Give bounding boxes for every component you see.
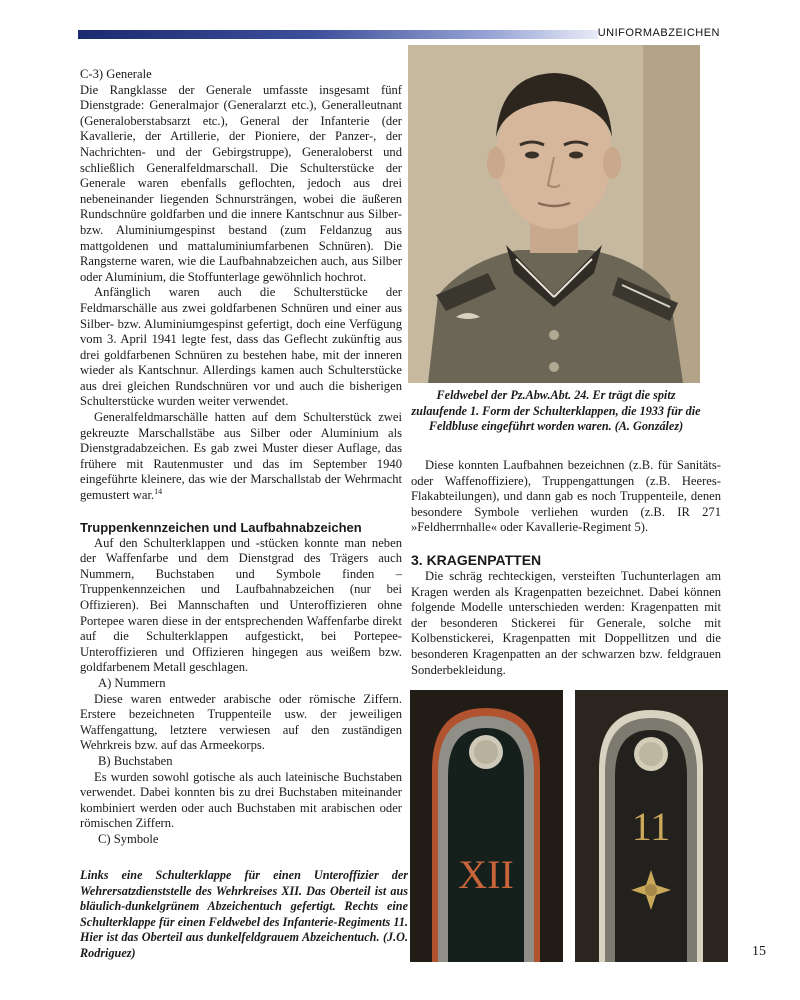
- portrait-illustration: [408, 45, 700, 383]
- subsection-c3: C-3) Generale: [80, 67, 152, 81]
- paragraph-nummern: Diese waren entweder arabische oder römische Ziffern. Erstere bezeichneten Truppenteile usw. der jeweiligen Waffengattung, letztere verwiesen auf den zuständigen Wehrkreis bzw. auf das Armeekorps.: [80, 691, 402, 753]
- shoulder-strap-photo-right: [575, 690, 728, 962]
- portrait-photo: [408, 45, 700, 383]
- header-bar: [78, 30, 598, 39]
- shoulder-strap-right-illustration: [575, 690, 728, 962]
- heading-kragenpatten: 3. KRAGENPATTEN: [411, 551, 542, 568]
- paragraph-generale: Die Rangklasse der Generale umfasste insgesamt fünf Dienstgrade: Generalmajor (Generalarzt etc.), Generalleutnant (Generaloberstabsarzt etc.), General der Infanterie (der Kavallerie, der Artillerie, der Pioniere, der Panzer-, der Nachrichten- und der Gebirgstruppe), Generaloberst und schließlich Generalfeldmarschall. Die Schulterstücke der Generale waren ebenfalls geflochten, jedoch aus drei nebeneinander liegenden Schnursträngen, wobei die äußeren Rundschnüre goldfarben und die innere Kantschnur aus Silber- bzw. Aluminiumgespinst bestand (zum Feldanzug aus mattgoldenen und mattaluminiumfarbenen Schnüren). Die Rangsterne waren, wie die Laufbahnabzeichen auch, aus Silber oder Aluminium, die Stoffunterlage gewöhnlich hochrot.: [80, 82, 402, 284]
- paragraph-marschallstaebe: [80, 410, 402, 504]
- strap-numeral-xii: XII: [458, 852, 514, 897]
- running-header: UNIFORMABZEICHEN: [597, 27, 720, 39]
- subheading-nummern: A) Nummern: [98, 675, 166, 690]
- subheading-buchstaben: B) Buchstaben: [98, 753, 173, 768]
- paragraph-symbole: Diese konnten Laufbahnen bezeichnen (z.B. für Sanitäts- oder Waffenoffiziere), Truppengattungen (z.B. Heeres-Flakabteilungen), und dann gab es noch Truppenteile, denen besondere Symbole verliehen wurden (z.B. IR 271 »Feldherrnhalle« oder Kavallerie-Regiment 5).: [411, 458, 721, 535]
- paragraph-truppenkennzeichen: Auf den Schulterklappen und -stücken konnte man neben der Waffenfarbe und dem Dienstgrad des Trägers auch Nummern, Buchstaben und Symbole finden – Truppenkennzeichen und Laufbahnabzeichen (nur bei Offizieren). Bei Mannschaften und Unteroffizieren ohne Portepee waren diese in der entsprechenden Waffenfarbe direkt auf die Schulterklappen aufgestickt, bei Portepee-Unteroffizieren und Offizieren hingegen aus weißem bzw. goldfarbenem Metall geschlagen.: [80, 535, 402, 675]
- shoulder-strap-left-illustration: [410, 690, 563, 962]
- page-number: 15: [752, 944, 766, 959]
- subheading-symbole: C) Symbole: [98, 831, 159, 846]
- portrait-caption: Feldwebel der Pz.Abw.Abt. 24. Er trägt die spitz zulaufende 1. Form der Schulterklappen, die 1933 für die Feldbluse eingeführt worden waren. (A. González): [411, 388, 701, 433]
- straps-caption: Links eine Schulterklappe für einen Unteroffizier der Wehrersatzdienststelle des Wehrkreises XII. Das Oberteil ist aus bläulich-dunkelgrünem Abzeichentuch gefertigt. Rechts eine Schulterklappe für einen Feldwebel des Infanterie-Regiments 11. Hier ist das Oberteil aus dunkelfeldgrauem Abzeichentuch. (J.O. Rodriguez): [80, 868, 408, 960]
- paragraph-kragenpatten: Die schräg rechteckigen, versteiften Tuchunterlagen am Kragen werden als Kragenpatten bezeichnet. Dabei können folgende Modelle unterschieden werden: Kragenpatten mit der besonderen Stickerei für Generale, solche mit Kolbenstickerei, Kragenpatten mit Doppellitzen und die besonderen Kragenpatten an der schwarzen bzw. feldgrauen Sonderbekleidung.: [411, 568, 721, 677]
- strap-numeral-11: 11: [631, 804, 671, 849]
- paragraph-marschallstaebe-text: Generalfeldmarschälle hatten auf dem Schulterstück zwei gekreuzte Marschallstäbe aus Silber oder Aluminium als Dienstgradabzeichen. Es gab zwei Muster dieser Auflage, das frühere mit Rautenmuster und das im September 1940 eingeführte kleinere, das wie der Marschallstab der Wehrmacht gemustert war.: [80, 410, 402, 503]
- left-column: [80, 67, 402, 848]
- paragraph-feldmarschaelle: Anfänglich waren auch die Schulterstücke der Feldmarschälle aus zwei goldfarbenen Schnüren und einer aus Silber- bzw. Aluminiumgespinst gefertigt, doch eine Verfügung vom 3. April 1941 legte fest, dass das Geflecht zukünftig aus drei goldfarbenen Schnüren zu bestehen habe, mit der inneren wieder als Kantschnur. Allerdings kamen auch Schulterstücke aus drei gleichen Rundschnüren vor und auch die bisherigen Schulterstücke wurden weiter verwendet.: [80, 285, 402, 409]
- heading-truppenkennzeichen: Truppenkennzeichen und Laufbahnabzeichen: [80, 519, 362, 535]
- shoulder-strap-photo-left: [410, 690, 563, 962]
- right-column: [411, 458, 721, 678]
- footnote-ref: 14: [154, 486, 163, 496]
- paragraph-buchstaben: Es wurden sowohl gotische als auch lateinische Buchstaben verwendet. Dabei konnten bis zu drei Buchstaben miteinander kombiniert werden oder auch Buchstaben mit arabischen oder römischen Ziffern.: [80, 769, 402, 831]
